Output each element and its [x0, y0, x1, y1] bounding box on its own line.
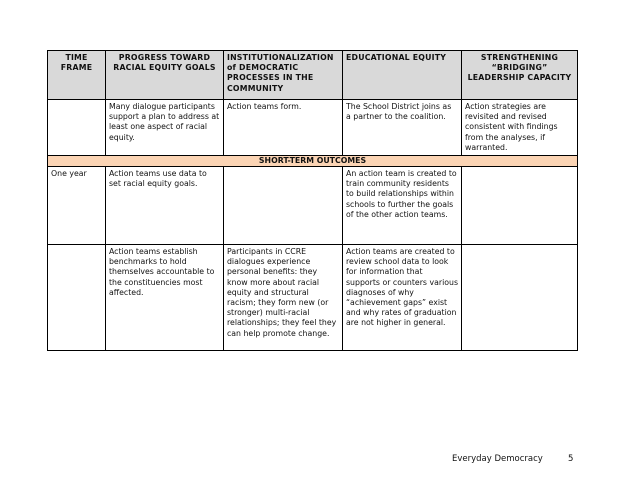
header-time-frame-text: TIME FRAME	[60, 53, 93, 73]
header-time-frame	[48, 51, 106, 100]
cell-time-frame: One year	[48, 167, 106, 245]
cell-strengthening	[462, 167, 578, 245]
cell-progress: Many dialogue participants support a plan to address at least one aspect of racial equity.	[105, 100, 223, 156]
cell-time-frame	[48, 100, 106, 156]
page-number: 5	[568, 454, 574, 464]
header-institutionalization-text: INSTITUTIONALIZATION of DEMOCRATIC PROCESSES IN THE COMMUNITY	[226, 53, 334, 93]
header-progress	[105, 51, 223, 100]
header-progress-text: PROGRESS TOWARD RACIAL EQUITY GOALS	[113, 53, 216, 73]
cell-educational-equity: An action team is created to train community residents to build relationships within schools to further the goals of the other action teams.	[343, 167, 462, 245]
cell-institutionalization	[223, 167, 342, 245]
cell-strengthening: Action strategies are revisited and revised consistent with findings from the analyses, if warranted.	[462, 100, 578, 156]
cell-progress: Action teams use data to set racial equity goals.	[105, 167, 223, 245]
table-row	[48, 167, 578, 245]
header-strengthening	[462, 51, 578, 100]
section-header-row	[48, 156, 578, 167]
cell-progress: Action teams establish benchmarks to hold themselves accountable to the constituencies most affected.	[105, 245, 223, 351]
cell-educational-equity: Action teams are created to review school data to look for information that supports or counters various diagnoses of why “achievement gaps” exist and why rates of graduation are not higher in general.	[343, 245, 462, 351]
section-title-short-term-outcomes: SHORT-TERM OUTCOMES	[48, 156, 578, 167]
header-educational-equity-text: EDUCATIONAL EQUITY	[346, 53, 447, 62]
header-strengthening-text: STRENGTHENING “BRIDGING” LEADERSHIP CAPACITY	[467, 53, 572, 83]
header-educational-equity	[343, 51, 462, 100]
cell-institutionalization: Participants in CCRE dialogues experience personal benefits: they know more about racial equity and structural racism; they form new (or stronger) multi-racial relationships; they feel they can help promote change.	[223, 245, 342, 351]
table-header-row	[48, 51, 578, 100]
cell-time-frame	[48, 245, 106, 351]
cell-institutionalization: Action teams form.	[223, 100, 342, 156]
cell-educational-equity: The School District joins as a partner to the coalition.	[343, 100, 462, 156]
cell-strengthening	[462, 245, 578, 351]
header-institutionalization	[223, 51, 342, 100]
footer-brand: Everyday Democracy	[452, 454, 543, 464]
table-row	[48, 245, 578, 351]
outcomes-table	[47, 50, 578, 351]
table-row	[48, 100, 578, 156]
